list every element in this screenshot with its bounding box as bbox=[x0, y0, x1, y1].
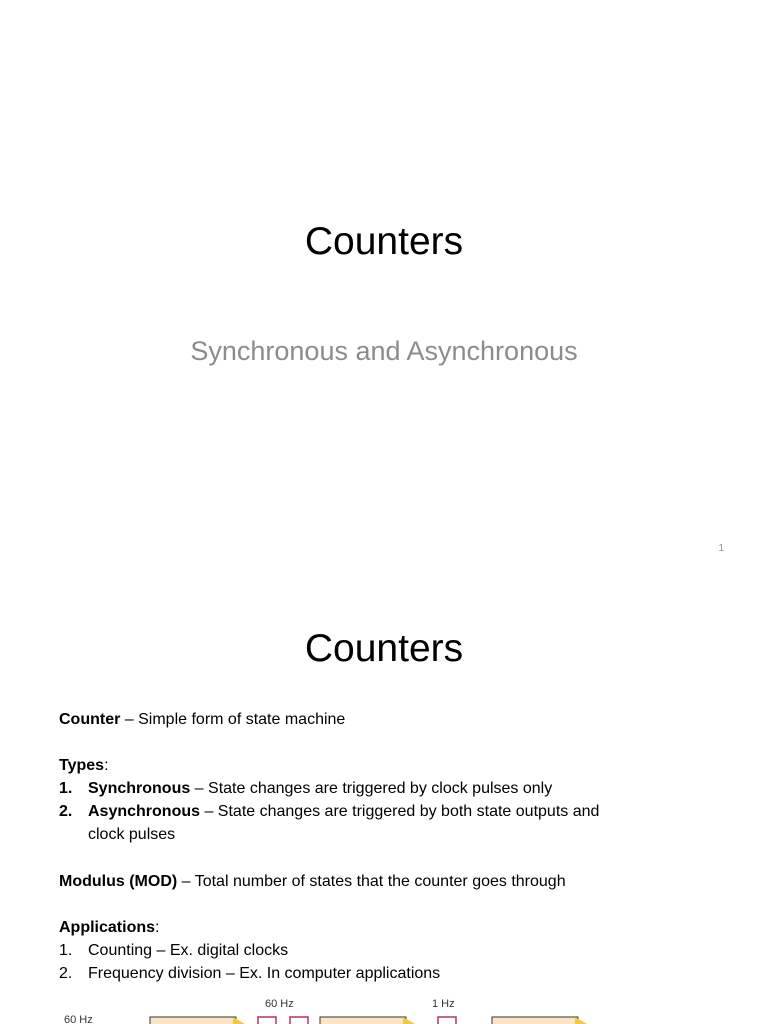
types-item-definition: – State changes are triggered by both state outputs and bbox=[200, 803, 600, 820]
types-heading: Types bbox=[59, 757, 105, 774]
slide-2 bbox=[0, 576, 768, 1024]
pulse-indicator bbox=[258, 1017, 276, 1024]
applications-section bbox=[59, 916, 679, 985]
types-item bbox=[59, 800, 679, 823]
divider-block bbox=[320, 1017, 406, 1024]
applications-heading: Applications bbox=[59, 919, 156, 936]
diagram-output-label: 1 Hz bbox=[432, 998, 455, 1010]
page-number: 1 bbox=[718, 543, 724, 554]
pulse-indicator bbox=[290, 1017, 308, 1024]
types-item-number: 2. bbox=[59, 803, 73, 820]
types-item-definition: – State changes are triggered by clock pulses only bbox=[190, 780, 553, 797]
types-item-term: Asynchronous bbox=[88, 803, 201, 820]
applications-item-text: Frequency division – Ex. In computer applications bbox=[88, 965, 441, 982]
types-section bbox=[59, 754, 679, 846]
applications-item-number: 2. bbox=[59, 965, 73, 982]
modulus-term: Modulus (MOD) bbox=[59, 873, 178, 890]
divider-block bbox=[492, 1017, 578, 1024]
counter-definition-text: – Simple form of state machine bbox=[120, 711, 346, 728]
types-item-number: 1. bbox=[59, 780, 73, 797]
pulse-indicator bbox=[438, 1017, 456, 1024]
diagram-input-label: 60 Hz bbox=[64, 1014, 93, 1024]
applications-item bbox=[59, 962, 679, 985]
diagram-graphic bbox=[40, 986, 600, 1024]
applications-item-text: Counting – Ex. digital clocks bbox=[88, 942, 289, 959]
applications-item bbox=[59, 939, 679, 962]
types-item-term: Synchronous bbox=[88, 780, 191, 797]
types-heading-suffix: : bbox=[104, 757, 109, 774]
diagram-mid-label: 60 Hz bbox=[265, 998, 294, 1010]
types-item bbox=[59, 777, 679, 800]
types-item-continuation: clock pulses bbox=[88, 826, 176, 843]
counter-definition bbox=[59, 708, 679, 731]
slide-1-title: Counters bbox=[304, 220, 464, 263]
slide-2-title: Counters bbox=[304, 627, 464, 670]
applications-heading-suffix: : bbox=[155, 919, 160, 936]
divider-block bbox=[150, 1017, 236, 1024]
frequency-division-diagram bbox=[40, 986, 600, 1024]
modulus-definition bbox=[59, 870, 679, 893]
counter-term: Counter bbox=[59, 711, 121, 728]
applications-item-number: 1. bbox=[59, 942, 73, 959]
slide-1-subtitle: Synchronous and Asynchronous bbox=[190, 336, 578, 366]
modulus-definition-text: – Total number of states that the counter goes through bbox=[177, 873, 566, 890]
